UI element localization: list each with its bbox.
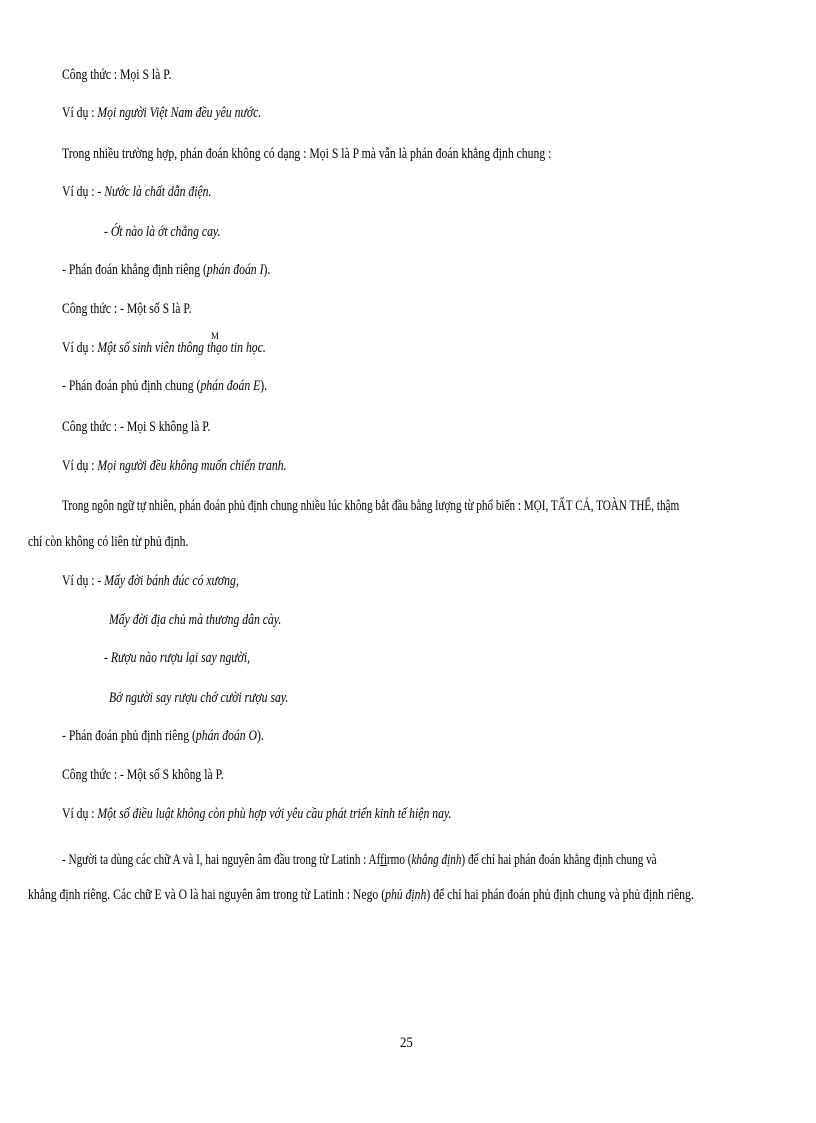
page-number: 25 [400,1035,413,1051]
line-vi-du-6: Ví dụ : Một số điều luật không còn phù hợp với yêu cầu phát triển kinh tế hiện nay. [62,806,452,822]
line-vi-du-1: Ví dụ : Mọi người Việt Nam đều yêu nước. [62,105,262,121]
line-poem-3: - Rượu nào rượu lại say người, [104,650,251,666]
line-latin-1: - Người ta dùng các chữ A và I, hai nguyên âm đầu trong từ Latinh : Affirmo (khẳng định) để chỉ hai phán đoán khẳng định chung và [62,852,657,868]
line-poem-4: Bở người say rượu chớ cười rượu say. [109,690,289,706]
line-cong-thuc-4: Công thức : - Một số S không là P. [62,767,224,783]
line-cong-thuc-3: Công thức : - Mọi S không là P. [62,419,211,435]
stray-mark: M [211,331,220,341]
line-example-ot: - Ớt nào là ớt chẳng cay. [104,224,221,240]
line-vi-du-4: Ví dụ : Mọi người đều không muốn chiến tranh. [62,458,287,474]
line-paragraph-2a: Trong ngôn ngữ tự nhiên, phán đoán phủ định chung nhiều lúc không bắt đầu bằng lượng từ phổ biến : MỌI, TẤT CẢ, TOÀN THỂ, thậm [62,498,680,514]
line-phan-doan-E: - Phán đoán phủ định chung (phán đoán E). [62,378,268,394]
line-paragraph-2b: chí còn không có liên từ phủ định. [28,534,189,550]
line-phan-doan-O: - Phán đoán phủ định riêng (phán đoán O). [62,728,264,744]
line-vi-du-2: Ví dụ : - Nước là chất dẫn điện. [62,184,212,200]
line-paragraph-1: Trong nhiều trường hợp, phán đoán không có dạng : Mọi S là P mà vẫn là phán đoán khẳng định chung : [62,146,552,162]
line-latin-2: khẳng định riêng. Các chữ E và O là hai nguyên âm trong từ Latinh : Nego (phủ định) để chỉ hai phán đoán phủ định chung và phủ định riêng. [28,887,694,903]
line-vi-du-5: Ví dụ : - Mấy đời bánh đúc có xương, [62,573,239,589]
line-cong-thuc-2: Công thức : - Một số S là P. [62,301,192,317]
line-phan-doan-I: - Phán đoán khẳng định riêng (phán đoán I). [62,262,271,278]
line-poem-2: Mấy đời địa chủ mà thương dân cày. [109,612,282,628]
line-vi-du-3: Ví dụ : Một số sinh viên thông thạo tin học. [62,340,266,356]
line-cong-thuc-1: Công thức : Mọi S là P. [62,67,172,83]
